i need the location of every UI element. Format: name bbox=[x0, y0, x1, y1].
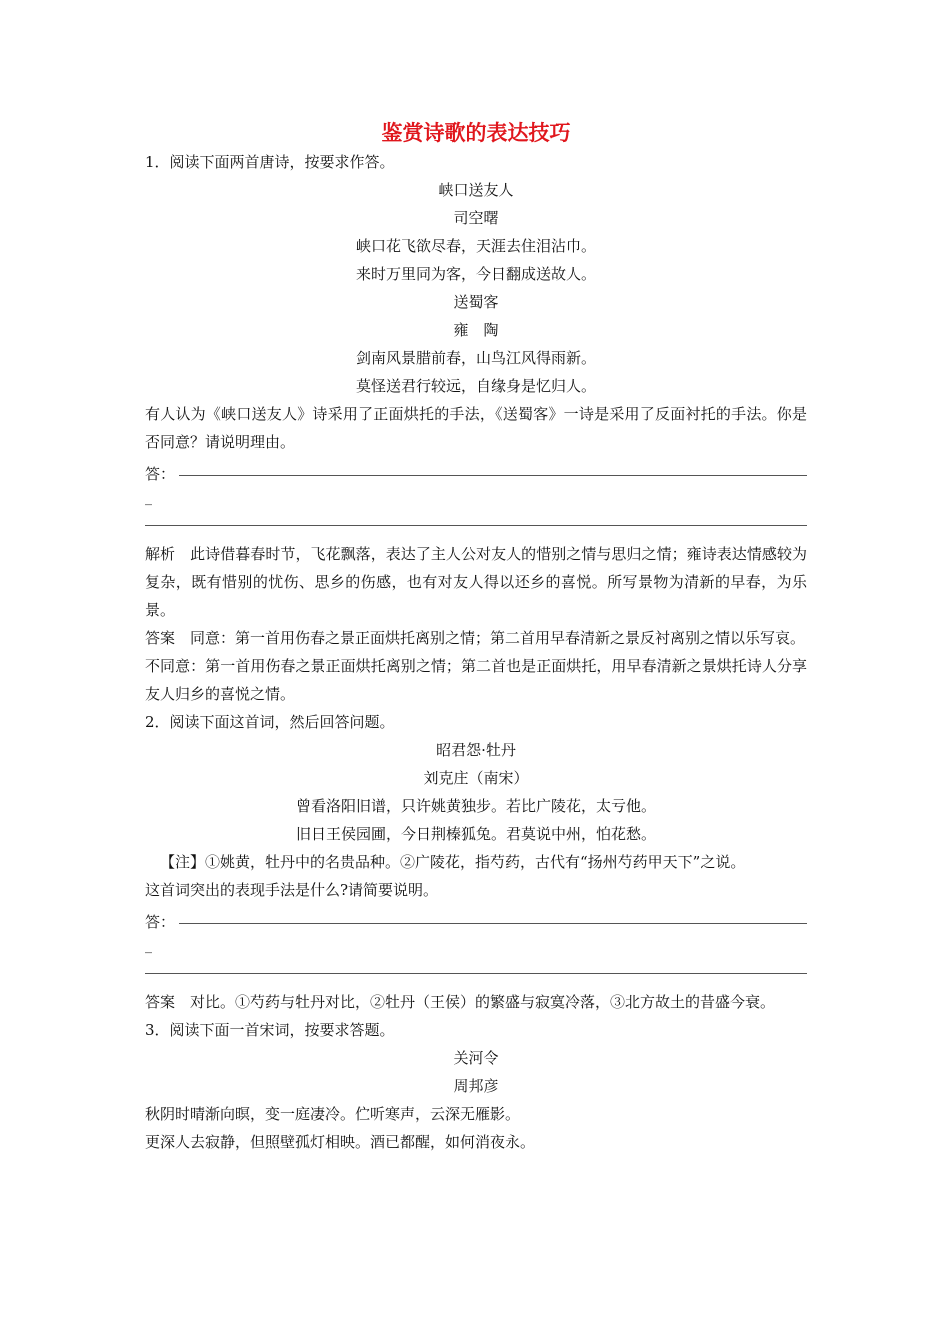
q3-poem-title: 关河令 bbox=[453, 1049, 499, 1067]
q2-prompt: 2．阅读下面这首词，然后回答问题。 bbox=[145, 713, 395, 731]
q1-poem2-line: 剑南风景腊前春，山鸟江风得雨新。 bbox=[355, 349, 596, 367]
q1-poem1-author: 司空曙 bbox=[453, 209, 499, 227]
answer-line bbox=[179, 475, 807, 476]
q1-poem2-line: 莫怪送君行较远，自缘身是忆归人。 bbox=[355, 377, 596, 395]
q2-answer-label: 答： bbox=[145, 913, 176, 931]
answer-line[interactable] bbox=[145, 960, 807, 988]
answer-line bbox=[179, 923, 807, 924]
q3-poem-author: 周邦彦 bbox=[453, 1077, 499, 1095]
q1-poem2-title: 送蜀客 bbox=[453, 293, 499, 311]
q1-analysis: 解析 此诗借暮春时节，飞花飘落，表达了主人公对友人的惜别之情与思归之情；雍诗表达情感较为复杂，既有惜别的忧伤、思乡的伤感，也有对友人得以还乡的喜悦。所写景物为清新的早春，为乐景。 bbox=[145, 545, 807, 619]
q2-note: 【注】①姚黄，牡丹中的名贵品种。②广陵花，指芍药，古代有“扬州芍药甲天下”之说。 bbox=[160, 853, 746, 871]
q2-answer: 答案 对比。①芍药与牡丹对比，②牡丹（王侯）的繁盛与寂寞冷落，③北方故土的昔盛今衰。 bbox=[145, 993, 776, 1011]
q2-question: 这首词突出的表现手法是什么?请简要说明。 bbox=[145, 881, 439, 899]
q3-poem-line: 秋阴时晴渐向暝，变一庭凄冷。伫听寒声，云深无雁影。 bbox=[145, 1105, 521, 1123]
q1-poem1-title: 峡口送友人 bbox=[438, 181, 514, 199]
q2-poem-author: 刘克庄（南宋） bbox=[423, 769, 529, 787]
q1-dash-row bbox=[145, 484, 807, 512]
q1-poem1-line: 峡口花飞欲尽春，天涯去住泪沾巾。 bbox=[355, 237, 596, 255]
q1-poem2-author: 雍 陶 bbox=[453, 321, 499, 339]
q1-answer-disagree: 不同意：第一首用伤春之景正面烘托离别之情；第二首也是正面烘托，用早春清新之景烘托诗人分享友人归乡的喜悦之情。 bbox=[145, 657, 807, 703]
q2-answer-field[interactable] bbox=[145, 904, 807, 932]
dash-mark: _ bbox=[145, 938, 152, 954]
q1-answer-agree: 答案 同意：第一首用伤春之景正面烘托离别之情；第二首用早春清新之景反衬离别之情以乐写哀。 bbox=[145, 629, 806, 647]
document-page bbox=[145, 118, 807, 1156]
q2-poem-line: 曾看洛阳旧谱，只许姚黄独步。若比广陵花，太亏他。 bbox=[295, 797, 656, 815]
q3-poem-line: 更深人去寂静，但照壁孤灯相映。酒已都醒，如何消夜永。 bbox=[145, 1133, 536, 1151]
q2-dash-row bbox=[145, 932, 807, 960]
q2-poem-line: 旧日王侯园圃，今日荆榛狐兔。君莫说中州，怕花愁。 bbox=[295, 825, 656, 843]
page-title: 鉴赏诗歌的表达技巧 bbox=[381, 121, 571, 145]
q1-question: 有人认为《峡口送友人》诗采用了正面烘托的手法，《送蜀客》一诗是采用了反面衬托的手法。你是否同意？请说明理由。 bbox=[145, 405, 807, 451]
q1-prompt: 1．阅读下面两首唐诗，按要求作答。 bbox=[145, 153, 395, 171]
q1-answer-label: 答： bbox=[145, 465, 176, 483]
q2-poem-title: 昭君怨·牡丹 bbox=[436, 741, 516, 759]
dash-mark: _ bbox=[145, 490, 152, 506]
q1-answer-field[interactable] bbox=[145, 456, 807, 484]
q3-prompt: 3．阅读下面一首宋词，按要求答题。 bbox=[145, 1021, 395, 1039]
q1-poem1-line: 来时万里同为客，今日翻成送故人。 bbox=[355, 265, 596, 283]
answer-line[interactable] bbox=[145, 512, 807, 540]
